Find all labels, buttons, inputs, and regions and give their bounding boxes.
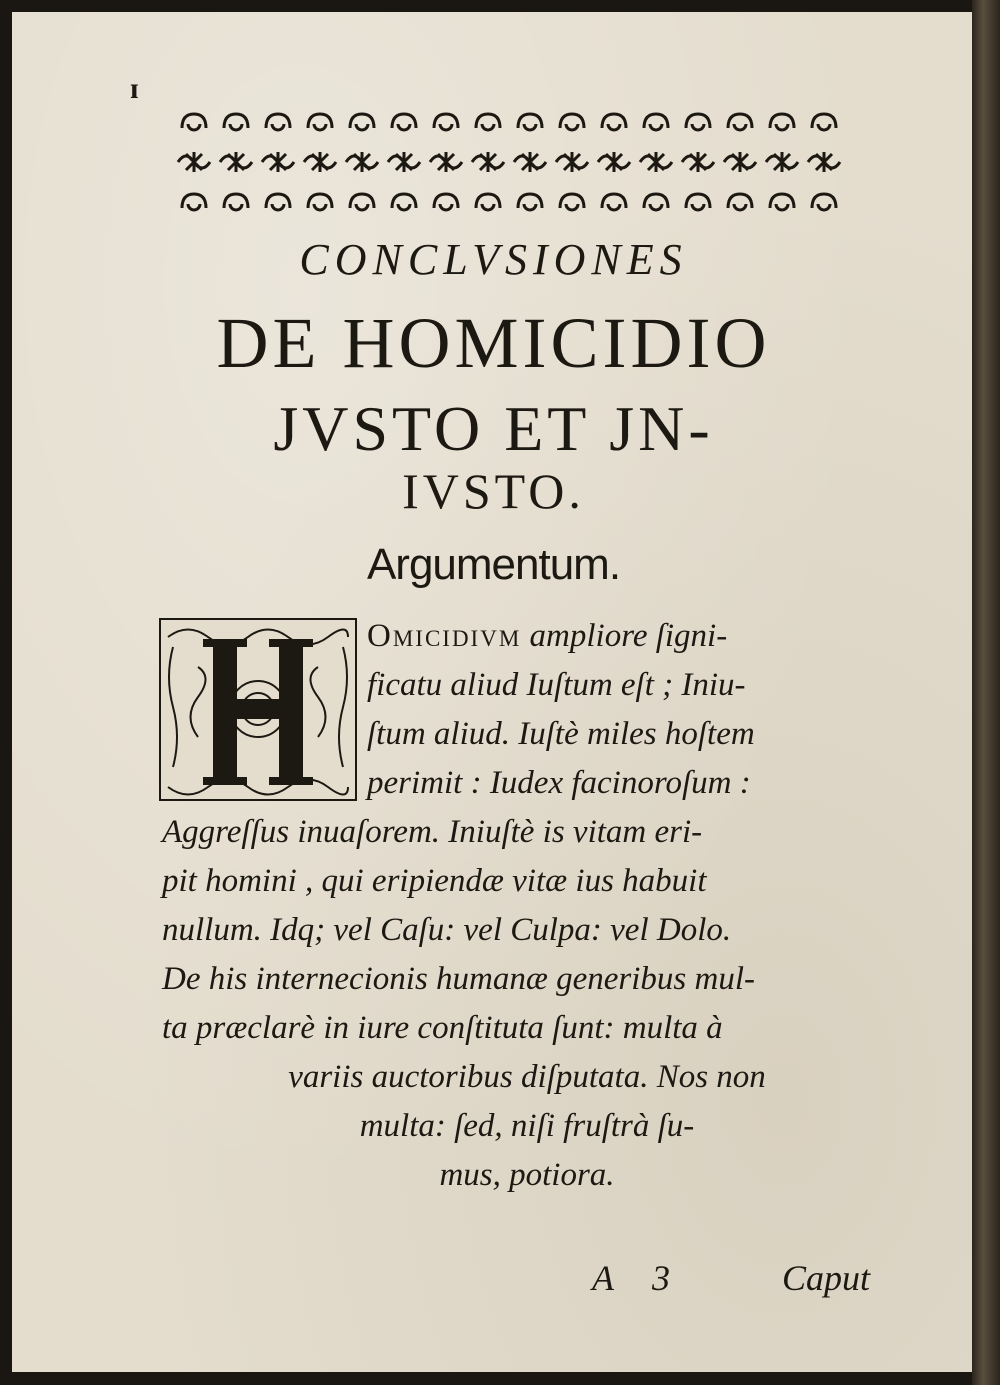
- ornament-fleuron: [266, 194, 290, 210]
- body-line-11: multa: ſed, niſi fruſtrà ſu-: [359, 1108, 695, 1144]
- ornament-fleuron: [392, 194, 416, 210]
- body-line-9: ta præclarè in iure conſtituta ſunt: multa à: [162, 1010, 723, 1046]
- ornament-fleuron: [224, 194, 248, 210]
- ornament-fleuron: [682, 152, 714, 172]
- ornament-fleuron: [602, 194, 626, 210]
- ornament-fleuron: [808, 152, 840, 172]
- signature-letter: A: [592, 1258, 614, 1298]
- title-line-4: IVSTO.: [402, 463, 585, 519]
- ornament-fleuron: [728, 194, 752, 210]
- ornament-fleuron: [560, 114, 584, 130]
- ornament-fleuron: [560, 194, 584, 210]
- ornament-fleuron: [602, 114, 626, 130]
- body-line-7: nullum. Idq; vel Caſu: vel Culpa: vel Dolo.: [162, 912, 732, 948]
- ornament-fleuron: [518, 114, 542, 130]
- ornament-fleuron: [224, 114, 248, 130]
- ornament-fleuron: [686, 114, 710, 130]
- signature-number: 3: [652, 1258, 670, 1298]
- first-word: Omicidivm: [367, 618, 522, 654]
- printers-ornament-band: [172, 100, 862, 230]
- ornament-fleuron: [350, 194, 374, 210]
- title-line-2: DE HOMICIDIO: [216, 303, 771, 383]
- ornament-fleuron: [476, 194, 500, 210]
- body-paragraph: [162, 612, 892, 1200]
- body-line-12: mus, potiora.: [439, 1157, 615, 1193]
- body-line-4: perimit : Iudex facinoroſum :: [367, 765, 751, 801]
- title-line-3: JVSTO ET JN-: [273, 393, 714, 464]
- body-line-10: variis auctoribus diſputata. Nos non: [288, 1059, 766, 1095]
- catchword: Caput: [782, 1258, 871, 1298]
- ornament-fleuron: [178, 152, 210, 172]
- section-heading: Argumentum.: [366, 540, 621, 589]
- ornament-fleuron: [556, 152, 588, 172]
- ornament-fleuron: [308, 114, 332, 130]
- body-line-8: De his internecionis humanæ generibus mul-: [162, 961, 756, 997]
- ornament-fleuron: [346, 152, 378, 172]
- ornament-fleuron: [392, 114, 416, 130]
- ornament-fleuron: [598, 152, 630, 172]
- ornament-fleuron: [388, 152, 420, 172]
- ornament-fleuron: [724, 152, 756, 172]
- ornament-fleuron: [640, 152, 672, 172]
- ornament-fleuron: [518, 194, 542, 210]
- page-mark: ɪ: [130, 72, 139, 105]
- body-line-1: Omicidivm ampliore ſigni-: [367, 618, 728, 654]
- ornament-fleuron: [686, 194, 710, 210]
- ornament-fleuron: [182, 114, 206, 130]
- ornament-fleuron: [728, 114, 752, 130]
- ornament-fleuron: [476, 114, 500, 130]
- body-line-3: ſtum aliud. Iuſtè miles hoſtem: [367, 716, 755, 752]
- ornament-fleuron: [644, 194, 668, 210]
- body-line-5: Aggreſſus inuaſorem. Iniuſtè is vitam eri-: [162, 814, 703, 850]
- ornament-fleuron: [308, 194, 332, 210]
- ornament-fleuron: [266, 114, 290, 130]
- ornament-fleuron: [472, 152, 504, 172]
- ornament-fleuron: [304, 152, 336, 172]
- ornament-fleuron: [350, 114, 374, 130]
- ornament-fleuron: [220, 152, 252, 172]
- ornament-fleuron: [434, 194, 458, 210]
- book-page: [12, 12, 975, 1372]
- binding-edge: [972, 0, 1000, 1385]
- ornament-fleuron: [434, 114, 458, 130]
- title-line-1: CONCLVSIONES: [299, 235, 688, 284]
- ornament-fleuron: [770, 114, 794, 130]
- ornament-fleuron: [812, 114, 836, 130]
- body-line-2: ficatu aliud Iuſtum eſt ; Iniu-: [367, 667, 746, 703]
- body-line-6: pit homini , qui eripiendæ vitæ ius habuit: [162, 863, 707, 899]
- ornament-fleuron: [262, 152, 294, 172]
- ornament-fleuron: [812, 194, 836, 210]
- ornament-fleuron: [770, 194, 794, 210]
- ornament-fleuron: [430, 152, 462, 172]
- ornament-fleuron: [514, 152, 546, 172]
- ornament-fleuron: [766, 152, 798, 172]
- ornament-fleuron: [182, 194, 206, 210]
- ornament-fleuron: [644, 114, 668, 130]
